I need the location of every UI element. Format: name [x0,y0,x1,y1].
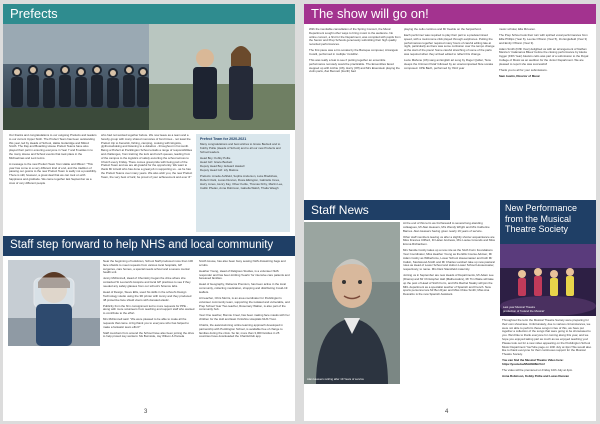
staff-nhs-para: Head of Geography, Rebecca Premium, has been active in the local community, collecting medication, shopping and distributing Covid-19 leaflets. [199,282,288,294]
show-signature: Sam Austin, Director of Music [499,73,541,78]
staff-news-para: Joining us in September are new Heads of Departments, Mr Adam Lee (Drama) and Mr Christopher Hall (Mathematics), Mr Tim Waite will take up the post of Head of Sixth Form, and Mrs Rachel Swaby will join the MFL department as a specialist teacher of Spanish and French. New sports personnel are Mr Ben Ryan and Miss Chloe Smith; Miss Ana Descalzo is the new Spanish Assistant. [403,273,494,297]
show-col-2 [404,28,496,124]
musical-photo-caption-2: production of 'Ireland the Musical' [503,309,545,313]
staff-news-para: Other staff members leaving us after a slightly shorter acquaintance are Miss Frances Clifford, Dr Helen Andrews, Mrs Louise Grounds and Miss Emma Richardson. [403,234,495,247]
prefects-para: Our thanks and congratulations to our outgoing Prefects and leaders to our current Upper Sixth. The Prefect Team has been outstanding this year, led by Heads of School, Hattie Gutteridge and Milosz Smith. The Day and Boarding House Prefect Teams have also played their part in ensuring everyone in Year 7 and 8 settles in to the many House and School events that took place in the Michaelmas and Lent terms. [9,134,97,160]
page-number-left: 3 [144,409,148,415]
prefects-photo-group [3,24,149,130]
prefect-team-line: Head Boy: Kobby Pollie [200,155,231,160]
show-para: This was really a feat to see if putting together an ensemble performance remotely would be practicable. The Ensembles faced stepped up with Archie (U6), Harry (Off) and Mrs Eisenstein playing the violin parts, Zac Bennett (fourth) bad [309,57,400,74]
show-para: music scholar, Ella McLaren. [499,28,536,31]
musical-link[interactable]: You can find the Musical Theatre Video here: https://youtu.be/Msb8Ht8mVsU [502,358,564,366]
staff-nhs-header [3,236,295,256]
alan-heavers-photo [304,222,400,384]
show-col-1 [309,28,401,124]
prefect-team-intro: Many congratulations and best wishes to Grace Beckett and to Kobby Pollie (Heads of School) and to all our new Prefects and School leaders. [200,143,281,154]
musical-title: New Performance from the Musical Theatre Society [505,203,578,234]
staff-nhs-col-1 [103,260,195,410]
staff-news-header [304,200,450,220]
musical-header [500,200,596,244]
musical-theatre-photo [500,244,596,316]
staff-nhs-para: Year One teacher, Bonnie Creel, has been making face masks with her children for the Hull and East Yorkshire Hospitals NHS Trust. [199,313,290,322]
prefects-para: who had not worked together before. We now leave as a team and a hereby group with many shared memories of fond times - not least the Prefect trip to Kenwick, fishing, camping, cooking with kingsize, glythorowkoking and listening to a dukebox - throughout in hot sunlit. Being a Prefect at Pocklington School entails a range of responsibilities and challenges, from training the tuck and lunch queues, leading from of the campus to the logistics of safely escorting the school across to Church every Friday. There comes great pride with being part of the Prefect Team and we are all grateful for the opportunity. We want to thank Mr Arnold who has done a great job in supporting us - as he has the Prefect Teams over many years. We also wish you, the new Prefect Team, the very best of luck; be proud of your achievement and ever it!" [101,134,193,179]
prefects-photo-duo [149,24,295,130]
staff-nhs-para: Publicity from the firm consignment led to more requests for PPE - along with more volunteers from teaching and support staff who wanted to contribute to the effort. [103,303,195,316]
musical-signature: Anna Robinson, Kobby Pollie and Lucas Duncan [502,373,569,378]
show-para: The Prep School took their turn with spirited vocal performances from Ellie Phillips (Year 6), Leonie O'Dann (Year 5), Iris Englefield (Year 3) and Emily O'Dann (Year 3). [499,32,588,45]
alan-heavers-caption: Alan Heavers retiring after 19 Years of service [307,377,364,381]
prefects-col-2 [101,134,193,234]
show-para: With the inevitable cancellation of the Spring Concert, the Music Department sought other ways to bring music to the audience. No online concert, a first for the Department, was compiled with pupils from the Senior and Prep Schools generously submitting their high quality recorded performances. [309,28,401,47]
show-para: Each performer was required to play their part to a predetermined speed, with a metronome click played through earphones. Putting the performances together required many hours of careful editing late at night, particularly as there was some confusion over the tempo change at the start of the piece! Some careful stretching of some of the parts was required when they arrived edited to reflect this change. [404,32,495,56]
prefects-duo-figures [149,24,295,130]
musical-photo-caption-1: Last year Musical Theatre [503,305,536,309]
prefects-message: A message to the new Prefect Team from Hattie and Milosz: "This year has come to a very different kind of end, and the tradition of passing our gowns to the new Prefect Team is sadly not a possibility. There is still, however, a great deal that we can look on with happiness and gratitude. We came together last September as a crew of very different people [9,161,97,185]
staff-nhs-para: Near the beginning of lockdown, School Staff produced more than 100 face shields to meet requests from various local hospitals, GP surgeries, care homes, a special needs school and a severe mental health unit. [103,260,193,275]
face-shields-photo [8,260,100,346]
left-page [3,4,295,421]
show-para: Adam Smith (Fifth Year) delighted us with an arrangement of Nathan Manrie's 'Calamaros Blues' before the closing performance by Alexia Ingger (Fifth Year) Alexia's cello was part of a submission to the Royal College of Music as an audition for the Junior Department. We are pleased to report she was successful! [499,46,589,66]
prefect-team-line: Deputy Head Girl: Lily Malone [200,168,239,173]
show-para: Thank you to all for your submissions. [499,67,548,72]
prefect-team-line: Head Girl: Grace Beckett [200,159,233,164]
show-title: The show will go on! [311,6,429,21]
prefect-team-box-body [200,143,286,193]
prefect-team-list: Prefects: Amelie Ashfield, Sophie Anderson, Luke Bradshaw, Robert Clark, Lucas Duncan, Rosie Elkington, Gabrielle Innes, Harry Jones, Henry Kay, Oliver Kettle, Thomas Kirby, Martin Lee, Caitlin Phelan, Anna Robinson, Isabella Walsh, Thalia Waugh [200,174,284,190]
prefect-team-box-title: Prefect Team for 2020-2021 [200,137,247,141]
staff-nhs-para: Smith House, has also been busy sewing NHS drawstring bags and scrubs. [199,260,286,267]
prefects-title: Prefects [10,6,58,21]
staff-news-para: At the end of this term we bid farewell to several long-standing colleagues, Mr Alan Heavers, Mrs Wendy Wright and Mrs Catherine Barnes. Alan Heavers having given nearly 19 years of service. [403,222,490,233]
staff-nhs-para: Heather Young, Head of Religious Studies, is a volunteer NHS responder and has been knitting 'hearts' for intensive care patients and bereaved families. [199,268,290,281]
show-col-3 [499,28,591,124]
musical-para: Throughout the term the Musical Theatre Society were preparing for their own showcase. Unfortunately, due to various circumstances, we were not able to perform these songs in lieu of this, we have put together a collection of the songs that were going to be showcased to you. We'd like to thank everyone for coming along this year, and we hope you enjoyed taking part as much as we enjoyed teaching you! Please look out for a new video appearing on the Pocklington School Music Department YouTube page on 10th July at 4pm! We would also like to thank everyone for their continuous support for the Musical Theatre Society. [502,319,592,357]
staff-news-para: Mrs Sandie Cosby takes up a new role as the Sixth Form Foundations Year Coordinator, Miss Heather Young as the Ellis Course Adviser, Mr Adam Cosby as Wilberforce, Lower School Housemaster and both Mr Catkin, Stockwood-Smith and Mr Charles Lambert take up new pastoral roles as Head of Lower School and Hutton Lower School Housemaster, respectively, to name. Mrs Dani Stansfield maternity. [403,248,495,272]
page-number-right: 4 [445,409,449,415]
staff-nhs-col-2 [199,260,291,410]
show-para: playing the cello continuo and Mr Keeble on the harpsichord. [404,28,482,31]
musical-col [502,319,592,404]
prefect-team-box [196,134,290,232]
staff-nhs-para: Mrs McDonnell said: "We were pleased to be able to make all the requests that came. A big thank you to everyone who has helped to make a fantastic team effort!" [103,317,189,329]
prefect-team-line: Deputy Head Boy: Edward Haskell [200,164,245,169]
musical-para: The video will be premiered on Friday 10th July at 4pm. [502,367,574,372]
prefects-col-1 [9,134,97,234]
show-para: The first piece was a trio sonata by the Baroque composer, Arcangelo Corelli, performed in multiple 'invisible'. [309,48,399,56]
staff-nhs-para: Art teacher, Chris Morris, is an area coordinator for Pocklington's volunteer community team, supporting the isolated and vulnerable, and Prep School Year Two teacher, Rosemary Walton, is also part of the community hub. [199,295,290,312]
face-shields-figure [8,260,100,346]
alan-heavers-figure [304,222,400,384]
staff-news-col [403,222,497,402]
staff-nhs-para: Jenny McDonnell, Head of Chemistry began the drive where she contacted St Leonard's Hospice and local GP practices to see if they needed any safety glasses from our school's Science labs. [103,276,191,288]
show-header [304,4,596,24]
staff-news-title: Staff News [311,203,369,217]
staff-nhs-para: Staff members from around the School have also been joining the drive to help protect key workers: Ms Burnside, Jay Wilson & Pamela [103,330,195,339]
prefects-group-figures [3,24,149,130]
staff-nhs-title: Staff step forward to help NHS and local community [10,239,274,251]
prefects-header [3,4,295,24]
staff-nhs-para: Head of Design, Steve Ellis, used his skills in the school's Design Technology studio using the 3D printer with Jenny and they produced 48 protective face shield visors with donated elastic. [103,289,192,302]
staff-nhs-para: Chartis, the award-winning online learning approach developed in partnership with Pocklington School, is available free of charge to families during the crisis. So far, more than 3,000 families in 25 countries have downloaded the ChartisClub app. [199,323,283,339]
right-page [304,4,596,421]
show-para: Lucie Mahone (U6) sang an English art song by Roger Quilter, 'Now sleeps the Crimson Petal' followed by an unaccompanied flute sonata composed. CPE Bach, performed by 'third year [404,57,493,70]
